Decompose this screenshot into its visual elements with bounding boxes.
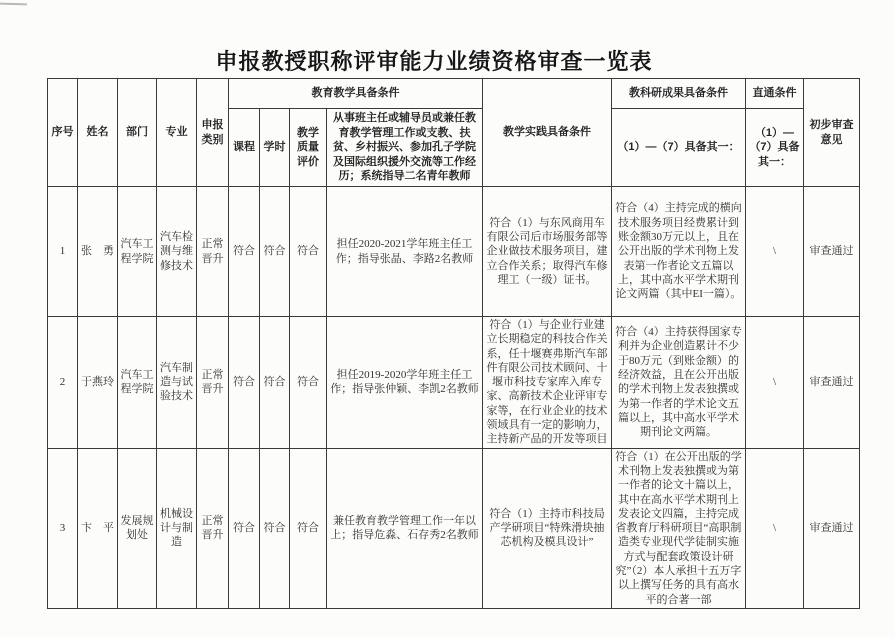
cell-duty-experience: 兼任教育教学管理工作一年以上；指导危淼、石存秀2名教师 (327, 448, 483, 608)
cell-dept: 汽车工程学院 (118, 187, 157, 317)
header-row-top (48, 79, 860, 109)
cell-hours-status: 符合 (260, 448, 290, 608)
cell-review-opinion: 审查通过 (804, 448, 860, 608)
header-dept: 部门 (118, 79, 157, 187)
header-direct-sub: （1）—（7）具备其一： (746, 109, 804, 187)
cell-quality-status: 符合 (290, 448, 327, 608)
cell-name: 于燕玲 (78, 317, 118, 449)
header-major: 专业 (157, 79, 197, 187)
header-practice: 教学实践具备条件 (483, 79, 612, 187)
cell-dept: 发展规划处 (118, 448, 157, 608)
cell-seq: 2 (48, 317, 78, 449)
cell-teaching-practice: 符合（1）主持市科技局产学研项目“特殊滑块抽芯机构及模具设计” (483, 448, 612, 608)
header-hours: 学时 (260, 109, 290, 187)
cell-teaching-practice: 符合（1）与企业行业建立长期稳定的科技合作关系，任十堰赛弗斯汽车部件有限公司技术顾问、十堰市科技专家库入库专家、高新技术企业评审专家等，在行业企业的技术领域具有一定的影响力，主持新产品的开发等项目 (483, 317, 612, 449)
cell-research-achievement: 符合（1）在公开出版的学术刊物上发表独撰或为第一作者的论文十篇以上，其中在高水平学术期刊上发表论文四篇，主持完成省教育厅科研项目“高职制造类专业现代学徒制实施方式与配套政策设计研究”（2）本人承担十五万字以上撰写任务的具有高水平的合著一部 (612, 448, 746, 608)
cell-major: 汽车检测与维修技术 (157, 187, 197, 317)
cell-direct-condition: \ (746, 187, 804, 317)
cell-course-status: 符合 (229, 317, 260, 449)
header-research-group: 教科研成果具备条件 (612, 79, 746, 109)
review-table (47, 78, 860, 609)
cell-dept: 汽车工程学院 (118, 317, 157, 449)
cell-seq: 3 (48, 448, 78, 608)
header-research-sub: （1）—（7）具备其一： (612, 109, 746, 187)
header-seq: 序号 (48, 79, 78, 187)
cell-course-status: 符合 (229, 187, 260, 317)
cell-major: 汽车制造与试验技术 (157, 317, 197, 449)
cell-direct-condition: \ (746, 317, 804, 449)
table-row (48, 187, 860, 317)
cell-seq: 1 (48, 187, 78, 317)
header-quality: 教学质量评价 (290, 109, 327, 187)
cell-direct-condition: \ (746, 448, 804, 608)
cell-quality-status: 符合 (290, 317, 327, 449)
cell-category: 正常晋升 (197, 317, 229, 449)
document-title: 申报教授职称评审能力业绩资格审查一览表 (215, 49, 653, 74)
cell-major: 机械设计与制造 (157, 448, 197, 608)
cell-duty-experience: 担任2019-2020学年班主任工作；指导张仲颖、李凯2名教师 (327, 317, 483, 449)
header-direct: 直通条件 (746, 79, 804, 109)
cell-review-opinion: 审查通过 (804, 317, 860, 449)
cell-teaching-practice: 符合（1）与东风商用车有限公司后市场服务部等企业做技术服务项目，建立合作关系；取得汽车修理工（一级）证书。 (483, 187, 612, 317)
cell-category: 正常晋升 (197, 448, 229, 608)
cell-category: 正常晋升 (197, 187, 229, 317)
cell-name: 卞 平 (78, 448, 118, 608)
table-row (48, 317, 860, 449)
header-duty-experience: 从事班主任或辅导员或兼任教育教学管理工作或支教、扶贫、乡村振兴、参加孔子学院及国际组织援外交流等工作经历；系统指导二名青年教师 (327, 109, 483, 187)
header-category: 申报类别 (197, 79, 229, 187)
header-review-opinion: 初步审查意见 (804, 79, 860, 187)
cell-research-achievement: 符合（4）主持完成的横向技术服务项目经费累计到账金额30万元以上，且在公开出版的学术刊物上发表第一作者论文五篇以上，其中高水平学术期刊论文两篇（其中EI一篇）。 (612, 187, 746, 317)
cell-hours-status: 符合 (260, 187, 290, 317)
cell-research-achievement: 符合（4）主持获得国家专利并为企业创造累计不少于80万元（到账金额）的经济效益，且在公开出版的学术刊物上发表独撰或为第一作者的学术论文五篇以上，其中高水平学术期刊论文两篇。 (612, 317, 746, 449)
header-education-group: 教育教学具备条件 (229, 79, 483, 109)
cell-hours-status: 符合 (260, 317, 290, 449)
cell-review-opinion: 审查通过 (804, 187, 860, 317)
header-name: 姓名 (78, 79, 118, 187)
cell-course-status: 符合 (229, 448, 260, 608)
cell-duty-experience: 担任2020-2021学年班主任工作；指导张晶、李路2名教师 (327, 187, 483, 317)
scan-artifact-line (0, 3, 27, 6)
cell-quality-status: 符合 (290, 187, 327, 317)
table-row (48, 448, 860, 608)
header-course: 课程 (229, 109, 260, 187)
cell-name: 张 勇 (78, 187, 118, 317)
